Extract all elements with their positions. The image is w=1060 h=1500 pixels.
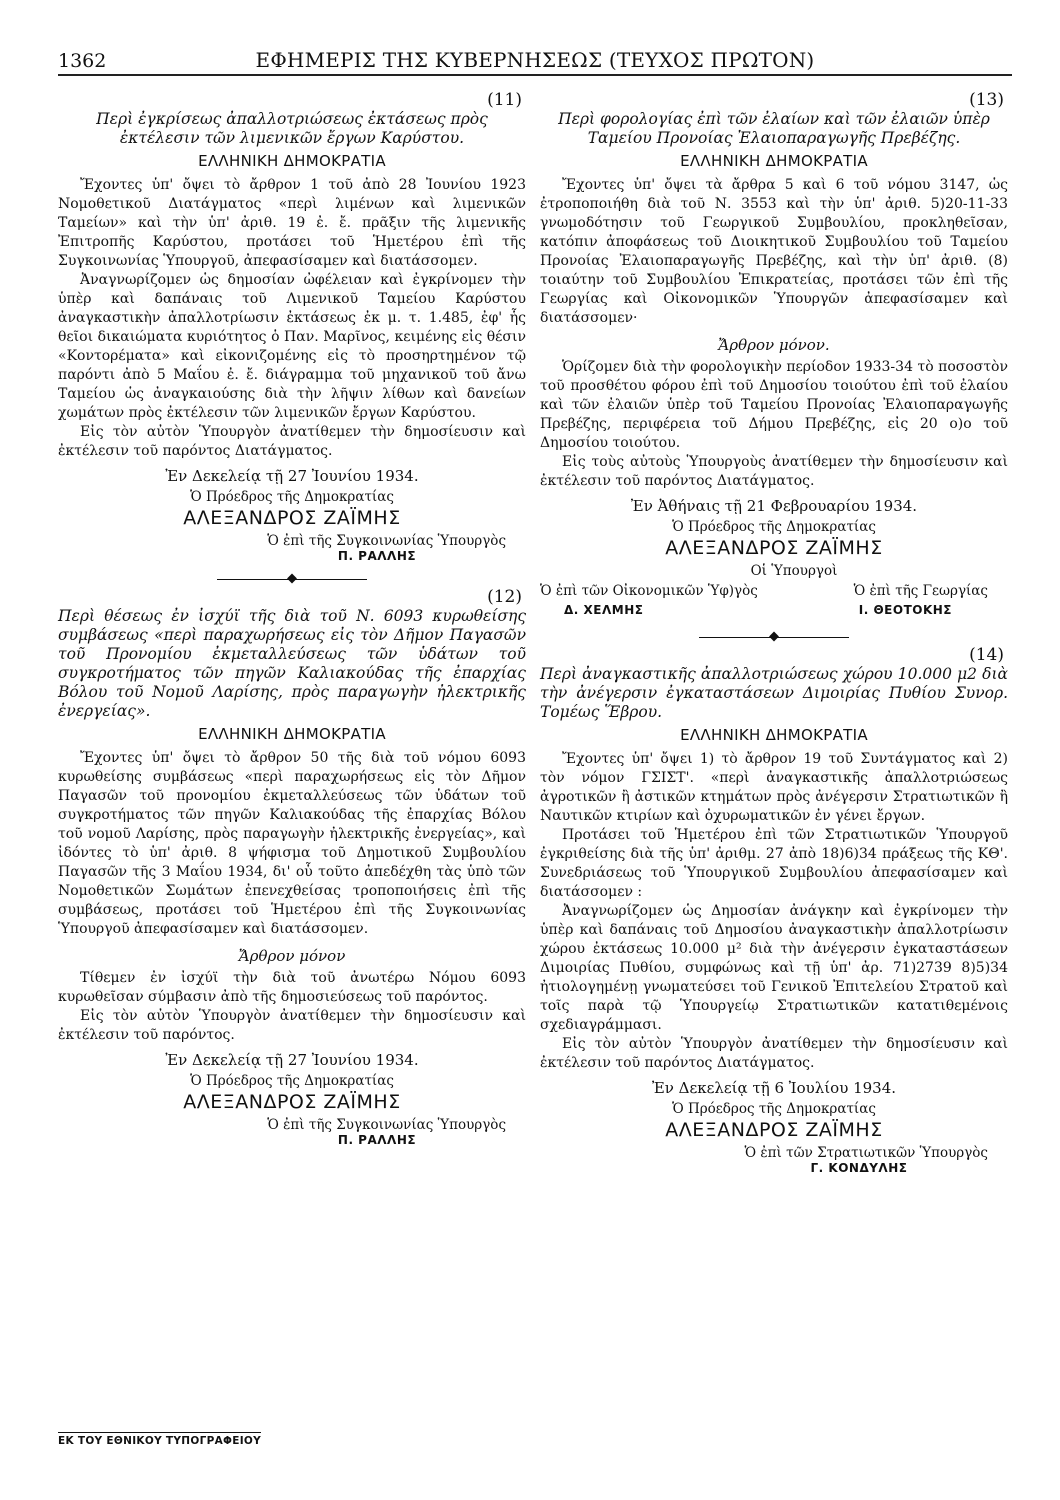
decree-12	[58, 587, 526, 1147]
president-name: ΑΛΕΞΑΝΔΡΟΣ ΖΑΪΜΗΣ	[183, 507, 401, 529]
decree-paragraph: Ἔχοντες ὑπ' ὄψει 1) τὸ ἄρθρον 19 τοῦ Συντάγματος καὶ 2) τὸν νόμον ΓΣΙΣΤ'. «περὶ ἀναγκαστικῆς ἀπαλλοτριώσεως ἀγροτικῶν ἢ ἀστικῶν κτημάτων πρὸς ἀνέγερσιν Στρατιωτικῶν ἢ Ναυτικῶν κτιρίων καὶ ὀχυρωματικῶν ἐν γένει ἔργων.	[540, 751, 1008, 824]
decree-date: Ἐν Δεκελείᾳ τῇ 27 Ἰουνίου 1934.	[165, 467, 419, 485]
president-name: ΑΛΕΞΑΝΔΡΟΣ ΖΑΪΜΗΣ	[665, 1119, 883, 1141]
republic-heading: ΕΛΛΗΝΙΚΗ ΔΗΜΟΚΡΑΤΙΑ	[680, 726, 868, 744]
decree-title: Περὶ θέσεως ἐν ἰσχύϊ τῆς διὰ τοῦ Ν. 6093 κυρωθείσης συμβάσεως «περὶ παραχωρήσεως εἰς τὸν Δῆμον Παγασῶν τοῦ Προνομίου ἐκμεταλλεύσεως τῶν ὑδάτων τοῦ συγκροτήματος τῶν πηγῶν Καλιακούδας τῆς ἐπαρχίας Βόλου τοῦ Νομοῦ Λαρίσης, πρὸς παραγωγὴν ἠλεκτρικῆς ἐνεργείας».	[58, 607, 526, 720]
decree-11	[58, 90, 526, 563]
decree-paragraph: Ἀναγνωρίζομεν ὡς δημοσίαν ὠφέλειαν καὶ ἐγκρίνομεν τὴν ὑπὲρ καὶ δαπάναις τοῦ Λιμενικοῦ Ταμείου Καρύστου ἀναγκαστικὴν ἀπαλλοτρίωσιν ἐκτάσεως ἐκ μ. τ. 1.485, ἐφ' ἧς θεῖοι δικαιώματα κυριότητος ὁ Παν. Μαρῖνος, κειμένης εἰς θέσιν «Κοντορέματα» καὶ εἰκονιζομένης εἰς τὸ προσηρτημένον τῷ παρόντι ἀπὸ 5 Μαΐου ἐ. ἔ. διάγραμμα τοῦ μηχανικοῦ τοῦ ἄνω Ταμείου ὡς ἀναγκαιούσης διὰ τὴν λῆψιν λίθων καὶ δανείων χωμάτων πρὸς ἐκτέλεσιν τῶν λιμενικῶν ἔργων Καρύστου.	[58, 272, 526, 421]
right-column	[540, 86, 1008, 1175]
decree-date: Ἐν Δεκελείᾳ τῇ 27 Ἰουνίου 1934.	[165, 1051, 419, 1069]
decree-13	[540, 90, 1008, 621]
header-rule	[58, 74, 1012, 76]
president-label: Ὁ Πρόεδρος τῆς Δημοκρατίας	[190, 1073, 394, 1089]
decree-paragraph: Ἀναγνωρίζομεν ὡς Δημοσίαν ἀνάγκην καὶ ἐγκρίνομεν τὴν ὑπὲρ καὶ δαπάναις τοῦ Δημοσίου ἀναγκαστικὴν ἀπαλλοτρίωσιν χώρου ἐκτάσεως 10.000 μ² διὰ τὴν ἀνέγερσιν ἐγκαταστάσεων Διμοιρίας Πυθίου, συμφώνως καὶ τῇ ὑπ' ἀρ. 71)2739 8)5)34 ἠτιολογημένῃ γνωματεύσει τοῦ Γενικοῦ Ἐπιτελείου Στρατοῦ καὶ τοῖς παρὰ τῷ Ὑπουργείῳ Στρατιωτικῶν κατατιθεμένοις σχεδιαγράμμασι.	[540, 903, 1008, 1033]
president-label: Ὁ Πρόεδρος τῆς Δημοκρατίας	[672, 1101, 876, 1117]
president-label: Ὁ Πρόεδρος τῆς Δημοκρατίας	[190, 489, 394, 505]
minister-title: Ὁ ἐπὶ τῆς Συγκοινωνίας Ὑπουργὸς	[267, 1117, 506, 1133]
president-label: Ὁ Πρόεδρος τῆς Δημοκρατίας	[672, 519, 876, 535]
minister-name: Π. ΡΑΛΛΗΣ	[337, 549, 417, 563]
page-header	[58, 44, 1012, 74]
decree-paragraph: Ἔχοντες ὑπ' ὄψει τὰ ἄρθρα 5 καὶ 6 τοῦ νόμου 3147, ὡς ἐτροποποιήθη διὰ τοῦ Ν. 3553 καὶ τὴν ὑπ' ἀριθ. 5)20-11-33 γνωμοδότησιν τοῦ Γεωργικοῦ Συμβουλίου, προκληθεῖσαν, κατόπιν ἀποφάσεως τοῦ Διοικητικοῦ Συμβουλίου τοῦ Ταμείου Προνοίας Ἐλαιοπαραγωγῆς Πρεβέζης, καὶ τὴν ὑπ' ἀριθ. (8) τοιαύτην τοῦ Συμβουλίου Ἐπικρατείας, προτάσει τῶν ἐπὶ τῆς Γεωργίας καὶ Οἰκονομικῶν Ὑπουργῶν ἀπεφασίσαμεν καὶ διατάσσομεν·	[540, 177, 1008, 326]
president-name: ΑΛΕΞΑΝΔΡΟΣ ΖΑΪΜΗΣ	[665, 537, 883, 559]
minister-name: Π. ΡΑΛΛΗΣ	[337, 1133, 417, 1147]
decree-separator	[217, 575, 367, 583]
minister-name: Δ. ΧΕΛΜΗΣ	[564, 603, 644, 617]
minister-name: Ι. ΘΕΟΤΟΚΗΣ	[858, 603, 952, 617]
printer-footer: ΕΚ ΤΟΥ ΕΘΝΙΚΟΥ ΤΥΠΟΓΡΑΦΕΙΟΥ	[58, 1432, 261, 1447]
decree-paragraph: Ὁρίζομεν διὰ τὴν φορολογικὴν περίοδον 1933-34 τὸ ποσοστὸν τοῦ προσθέτου φόρου ἐπὶ τοῦ Δημοσίου τοιούτου ἐπὶ τοῦ ἐλαίου καὶ τῶν ἐλαιῶν ὑπὲρ τοῦ Ταμείου Προνοίας Ἐλαιοπαραγωγῆς Πρεβέζης, περιφέρεια τοῦ Δήμου Πρεβέζης, εἰς 20 ο)ο τοῦ Δημοσίου τοιούτου.	[540, 359, 1008, 451]
article-heading: Ἄρθρον μόνον	[238, 947, 346, 965]
republic-heading: ΕΛΛΗΝΙΚΗ ΔΗΜΟΚΡΑΤΙΑ	[680, 152, 868, 170]
minister-title: Ὁ ἐπὶ τῶν Στρατιωτικῶν Ὑπουργὸς	[744, 1145, 988, 1161]
minister-title: Ὁ ἐπὶ τῶν Οἰκονομικῶν Ὑφ)γὸς	[540, 583, 758, 599]
decree-14	[540, 645, 1008, 1175]
gazette-title: ΕΦΗΜΕΡΙΣ ΤΗΣ ΚΥΒΕΡΝΗΣΕΩΣ (ΤΕΥΧΟΣ ΠΡΩΤΟΝ)	[255, 48, 815, 72]
minister-title: Ὁ ἐπὶ τῆς Γεωργίας	[853, 583, 988, 599]
left-column	[58, 86, 526, 1147]
decree-number: (11)	[487, 90, 522, 110]
decree-paragraph: Εἰς τὸν αὐτὸν Ὑπουργὸν ἀνατίθεμεν τὴν δημοσίευσιν καὶ ἐκτέλεσιν τοῦ παρόντος Διατάγματος.	[58, 424, 526, 459]
decree-title: Περὶ ἀναγκαστικῆς ἀπαλλοτριώσεως χώρου 10.000 μ2 διὰ τὴν ἀνέγερσιν ἐγκαταστάσεων Διμοιρίας Πυθίου Συνορ. Τομέως Ἕβρου.	[540, 665, 1008, 721]
decree-number: (12)	[487, 587, 522, 607]
decree-paragraph: Εἰς τὸν αὐτὸν Ὑπουργὸν ἀνατίθεμεν τὴν δημοσίευσιν καὶ ἐκτέλεσιν τοῦ παρόντος.	[58, 1008, 526, 1043]
decree-number: (13)	[969, 90, 1004, 110]
article-heading: Ἄρθρον μόνον.	[718, 336, 830, 354]
decree-paragraph: Ἔχοντες ὑπ' ὄψει τὸ ἄρθρον 50 τῆς διὰ τοῦ νόμου 6093 κυρωθείσης συμβάσεως «περὶ παραχωρήσεως εἰς τὸν Δῆμον Παγασῶν τοῦ προνομίου ἐκμεταλλεύσεως τῶν ὑδάτων τοῦ συγκροτήματος τῶν πηγῶν Καλιακούδας τῆς ἐπαρχίας Βόλου τοῦ νομοῦ Λαρίσης, πρὸς παραγωγὴν ἠλεκτρικῆς ἐνεργείας», καὶ ἰδόντες τὸ ὑπ' ἀριθ. 8 ψήφισμα τοῦ Δημοτικοῦ Συμβουλίου Παγασῶν τῆς 3 Μαΐου 1934, δι' οὗ τοῦτο ἀπεδέχθη τὰς ὑπὸ τῶν Νομοθετικῶν Σωμάτων ἐπενεχθείσας τροποποιήσεις ἐπὶ τῆς συμβάσεως, προτάσει τοῦ Ἡμετέρου ἐπὶ τῆς Συγκοινωνίας Ὑπουργοῦ ἀπεφασίσαμεν καὶ διατάσσομεν.	[58, 750, 526, 937]
decree-title: Περὶ ἐγκρίσεως ἀπαλλοτριώσεως ἐκτάσεως πρὸς ἐκτέλεσιν τῶν λιμενικῶν ἔργων Καρύστου.	[96, 110, 488, 147]
minister-title: Ὁ ἐπὶ τῆς Συγκοινωνίας Ὑπουργὸς	[267, 533, 506, 549]
decree-paragraph: Τίθεμεν ἐν ἰσχύϊ τὴν διὰ τοῦ ἀνωτέρω Νόμου 6093 κυρωθεῖσαν σύμβασιν ἀπὸ τῆς δημοσιεύσεως τοῦ παρόντος.	[58, 970, 526, 1005]
ministers-block	[540, 563, 1008, 621]
decree-paragraph: Εἰς τὸν αὐτὸν Ὑπουργὸν ἀνατίθεμεν τὴν δημοσίευσιν καὶ ἐκτέλεσιν τοῦ παρόντος Διατάγματος.	[540, 1036, 1008, 1071]
minister-name: Γ. ΚΟΝΔΥΛΗΣ	[810, 1161, 908, 1175]
decree-date: Ἐν Δεκελείᾳ τῇ 6 Ἰουλίου 1934.	[651, 1079, 897, 1097]
president-name: ΑΛΕΞΑΝΔΡΟΣ ΖΑΪΜΗΣ	[183, 1091, 401, 1113]
decree-paragraph: Εἰς τοὺς αὐτοὺς Ὑπουργοὺς ἀνατίθεμεν τὴν δημοσίευσιν καὶ ἐκτέλεσιν τοῦ παρόντος Διατάγματος.	[540, 454, 1008, 489]
decree-paragraph: Ἔχοντες ὑπ' ὄψει τὸ ἄρθρον 1 τοῦ ἀπὸ 28 Ἰουνίου 1923 Νομοθετικοῦ Διατάγματος «περὶ λιμένων καὶ λιμενικῶν Ταμείων» καὶ τὴν ὑπ' ἀριθ. 19 ἐ. ἔ. πρᾶξιν τῆς λιμενικῆς Ἐπιτροπῆς Καρύστου, προτάσει τοῦ Ἡμετέρου ἐπὶ τῆς Συγκοινωνίας Ὑπουργοῦ, ἀπεφασίσαμεν καὶ διατάσσομεν.	[58, 177, 526, 269]
decree-date: Ἐν Ἀθήναις τῇ 21 Φεβρουαρίου 1934.	[630, 497, 918, 515]
decree-separator	[699, 633, 849, 641]
decree-number: (14)	[969, 645, 1004, 665]
decree-paragraph: Προτάσει τοῦ Ἡμετέρου ἐπὶ τῶν Στρατιωτικῶν Ὑπουργοῦ ἐγκριθείσης διὰ τῆς ὑπ' ἀριθμ. 27 ἀπὸ 18)6)34 πράξεως τῆς ΚΘ'. Συνεδριάσεως τοῦ Ὑπουργικοῦ Συμβουλίου ἀπεφασίσαμεν καὶ διατάσσομεν :	[540, 827, 1008, 900]
republic-heading: ΕΛΛΗΝΙΚΗ ΔΗΜΟΚΡΑΤΙΑ	[198, 725, 386, 743]
page-number: 1362	[58, 50, 107, 72]
ministers-label: Οἱ Ὑπουργοὶ	[750, 563, 838, 579]
decree-title: Περὶ φορολογίας ἐπὶ τῶν ἐλαίων καὶ τῶν ἐλαιῶν ὑπὲρ Ταμείου Προνοίας Ἐλαιοπαραγωγῆς Πρεβέζης.	[558, 110, 990, 147]
republic-heading: ΕΛΛΗΝΙΚΗ ΔΗΜΟΚΡΑΤΙΑ	[198, 152, 386, 170]
